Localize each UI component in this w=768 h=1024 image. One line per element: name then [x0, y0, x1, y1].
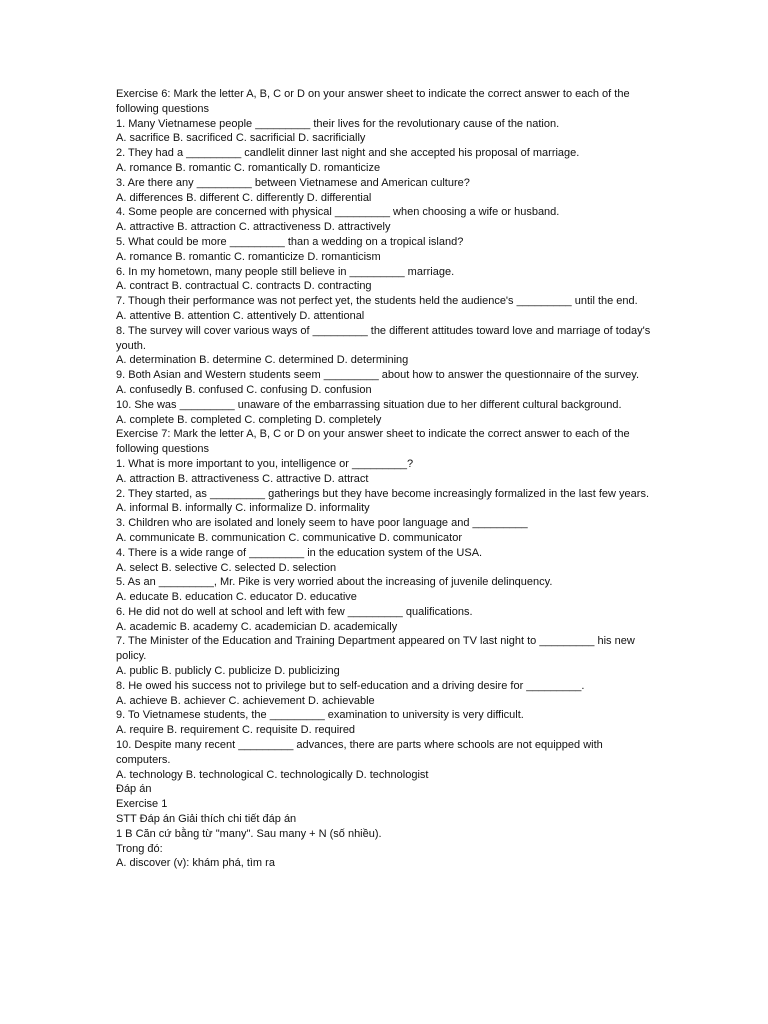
exercise-7-heading: Exercise 7: Mark the letter A, B, C or D on your answer sheet to indicate the correct answer to each of the following questions: [116, 428, 630, 456]
answer-options: A. confusedly B. confused C. confusing D. confusion: [116, 383, 372, 396]
question-text: 3. Children who are isolated and lonely seem to have poor language and _________: [116, 517, 528, 530]
answer-options: A. technology B. technological C. technologically D. technologist: [116, 768, 429, 781]
answer-options: A. attentive B. attention C. attentively D. attentional: [116, 309, 365, 322]
question-text: 10. She was _________ unaware of the embarrassing situation due to her different cultural background.: [116, 398, 622, 411]
question-text: 7. Though their performance was not perfect yet, the students held the audience's _________ until the end.: [116, 295, 638, 308]
question-text: 3. Are there any _________ between Vietnamese and American culture?: [116, 176, 470, 189]
answer-key-note: A. discover (v): khám phá, tìm ra: [116, 857, 275, 870]
exercise-6-heading: Exercise 6: Mark the letter A, B, C or D on your answer sheet to indicate the correct answer to each of the following questions: [116, 88, 630, 115]
question-text: 9. To Vietnamese students, the _________ examination to university is very difficult.: [116, 709, 524, 722]
question-text: 4. Some people are concerned with physical _________ when choosing a wife or husband.: [116, 206, 560, 219]
question-text: 10. Despite many recent _________ advances, there are parts where schools are not equipped with computers.: [116, 739, 603, 766]
question-text: 4. There is a wide range of _________ in the education system of the USA.: [116, 546, 483, 559]
answer-key-heading: Đáp án: [116, 783, 152, 796]
answer-options: A. attractive B. attraction C. attractiveness D. attractively: [116, 221, 391, 234]
answer-key-note: Trong đó:: [116, 842, 163, 855]
document-page: [116, 87, 656, 871]
answer-options: A. informal B. informally C. informalize D. informality: [116, 502, 370, 515]
answer-options: A. romance B. romantic C. romanticize D. romanticism: [116, 250, 381, 263]
answer-options: A. differences B. different C. differently D. differential: [116, 191, 372, 204]
question-text: 8. He owed his success not to privilege but to self-education and a driving desire for _________.: [116, 679, 585, 692]
question-text: 2. They had a _________ candlelit dinner last night and she accepted his proposal of marriage.: [116, 147, 580, 160]
question-text: 5. As an _________, Mr. Pike is very worried about the increasing of juvenile delinquency.: [116, 576, 553, 589]
answer-options: A. educate B. education C. educator D. educative: [116, 591, 357, 604]
answer-options: A. complete B. completed C. completing D. completely: [116, 413, 382, 426]
answer-options: A. public B. publicly C. publicize D. publicizing: [116, 665, 340, 678]
question-text: 8. The survey will cover various ways of _________ the different attitudes toward love and marriage of today's youth.: [116, 324, 651, 352]
question-text: 6. He did not do well at school and left with few _________ qualifications.: [116, 605, 473, 618]
question-text: 2. They started, as _________ gatherings but they have become increasingly formalized in the last few years.: [116, 487, 649, 500]
answer-key-table-header: STT Đáp án Giải thích chi tiết đáp án: [116, 813, 297, 826]
question-text: 7. The Minister of the Education and Training Department appeared on TV last night to _________ his new policy.: [116, 635, 635, 663]
answer-options: A. sacrifice B. sacrificed C. sacrificial D. sacrificially: [116, 132, 366, 145]
answer-key-row: 1 B Căn cứ bằng từ "many". Sau many + N (số nhiều).: [116, 827, 382, 840]
answer-options: A. romance B. romantic C. romantically D. romanticize: [116, 161, 381, 174]
question-text: 5. What could be more _________ than a wedding on a tropical island?: [116, 235, 464, 248]
answer-options: A. achieve B. achiever C. achievement D. achievable: [116, 694, 375, 707]
answer-options: A. select B. selective C. selected D. selection: [116, 561, 337, 574]
answer-options: A. academic B. academy C. academician D. academically: [116, 620, 398, 633]
question-text: 1. What is more important to you, intelligence or _________?: [116, 457, 414, 470]
answer-key-exercise-label: Exercise 1: [116, 798, 168, 811]
answer-options: A. determination B. determine C. determined D. determining: [116, 354, 409, 367]
answer-options: A. require B. requirement C. requisite D. required: [116, 724, 356, 737]
answer-options: A. communicate B. communication C. communicative D. communicator: [116, 531, 463, 544]
question-text: 1. Many Vietnamese people _________ their lives for the revolutionary cause of the nation.: [116, 117, 560, 130]
question-text: 6. In my hometown, many people still believe in _________ marriage.: [116, 265, 455, 278]
answer-options: A. contract B. contractual C. contracts D. contracting: [116, 280, 372, 293]
question-text: 9. Both Asian and Western students seem _________ about how to answer the questionnaire of the survey.: [116, 369, 640, 382]
answer-options: A. attraction B. attractiveness C. attractive D. attract: [116, 472, 369, 485]
